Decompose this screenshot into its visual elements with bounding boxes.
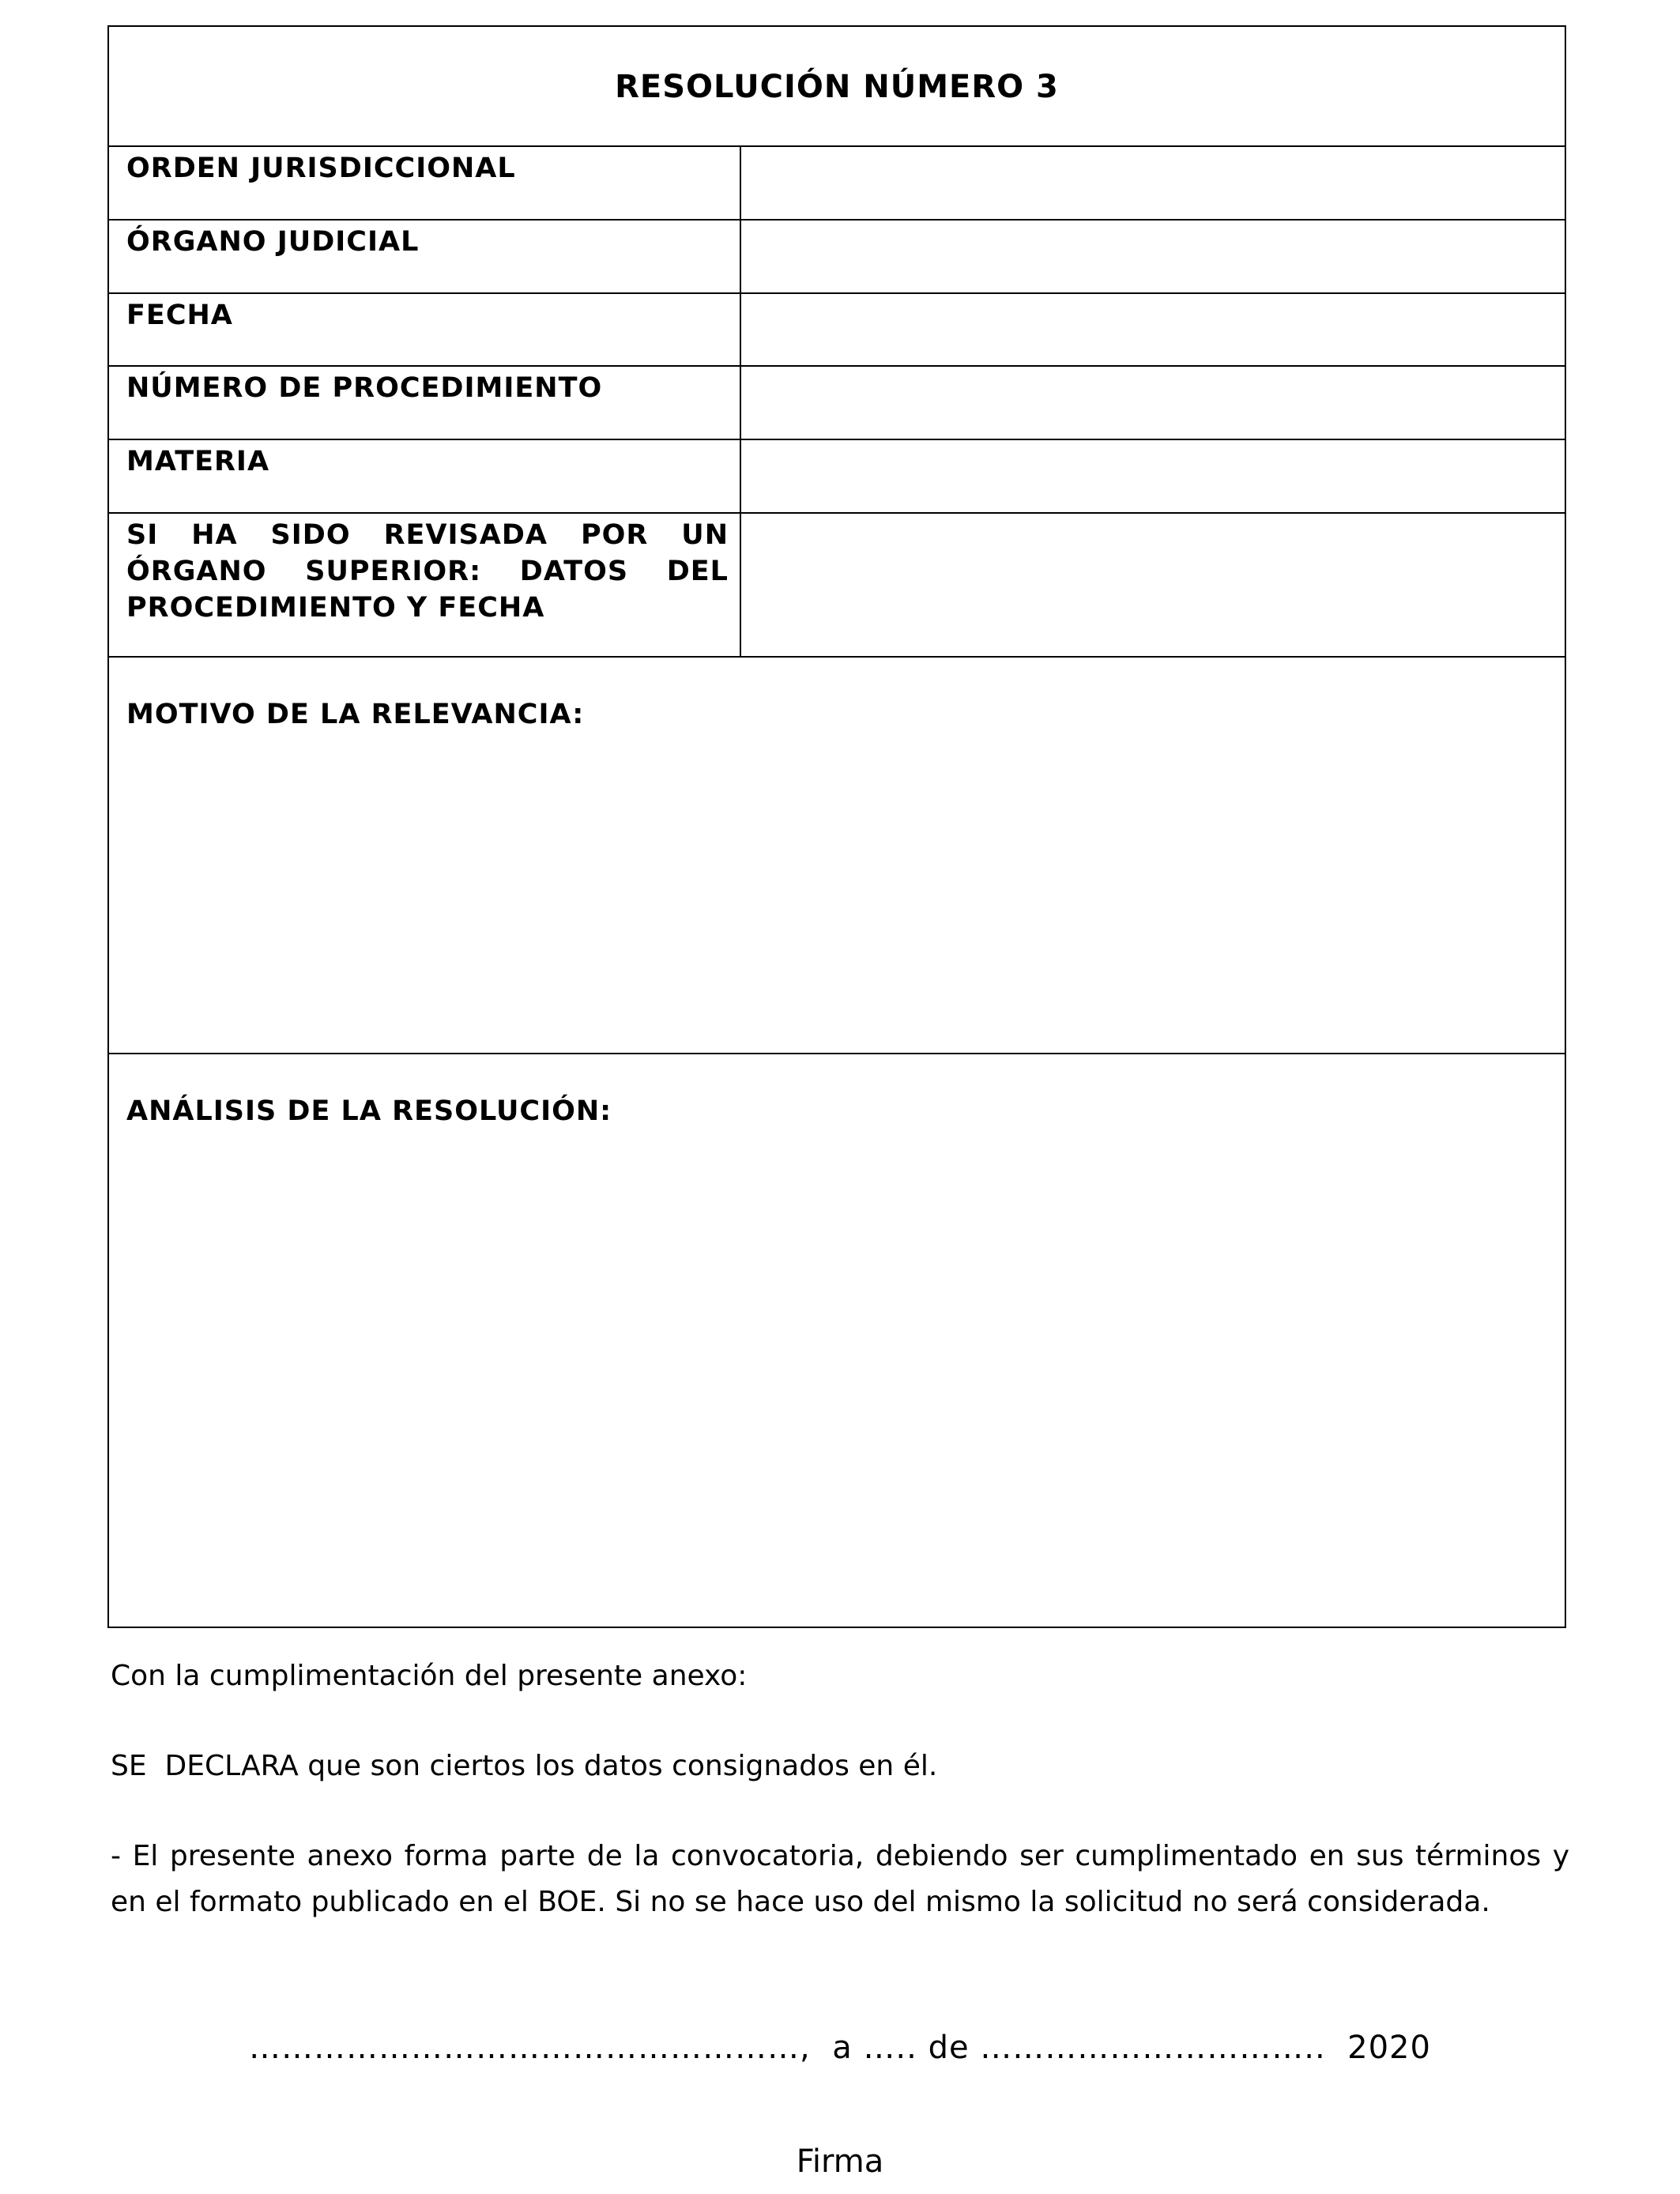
fecha-field[interactable]	[741, 294, 1565, 365]
motivo-relevancia-field[interactable]	[109, 738, 1565, 1051]
label-materia: MATERIA	[126, 446, 270, 477]
label-numero-procedimiento: NÚMERO DE PROCEDIMIENTO	[126, 372, 603, 404]
revision-organo-superior-field[interactable]	[741, 514, 1565, 656]
organo-judicial-field[interactable]	[741, 221, 1565, 292]
declaration-text: SE DECLARA que son ciertos los datos consignados en él.	[111, 1750, 938, 1782]
analisis-resolucion-label: ANÁLISIS DE LA RESOLUCIÓN:	[126, 1095, 612, 1127]
analisis-resolucion-field[interactable]	[109, 1135, 1565, 1625]
label-revision-organo-superior: SI HA SIDO REVISADA POR UN ÓRGANO SUPERIOR: DATOS DEL PROCEDIMIENTO Y FECHA	[126, 519, 729, 624]
note-paragraph: - El presente anexo forma parte de la convocatoria, debiendo ser cumplimentado en sus términos y en el formato publicado en el BOE. Si no se hace uso del mismo la solicitud no será considerada.	[111, 1840, 1569, 1918]
label-fecha: FECHA	[126, 300, 233, 331]
label-orden-jurisdiccional: ORDEN JURISDICCIONAL	[126, 153, 516, 184]
form-title: RESOLUCIÓN NÚMERO 3	[615, 69, 1059, 105]
numero-procedimiento-field[interactable]	[741, 367, 1565, 439]
place-date-line: ……………………………………………, a ….. de ………………………….. 2020	[249, 2030, 1431, 2066]
orden-jurisdiccional-field[interactable]	[741, 147, 1565, 219]
resolution-form	[107, 25, 1566, 1628]
signature-label: Firma	[796, 2143, 884, 2180]
divider	[109, 1053, 1565, 1054]
intro-text: Con la cumplimentación del presente anexo:	[111, 1660, 748, 1692]
label-organo-judicial: ÓRGANO JUDICIAL	[126, 226, 420, 258]
divider	[109, 656, 1565, 658]
materia-field[interactable]	[741, 440, 1565, 512]
motivo-relevancia-label: MOTIVO DE LA RELEVANCIA:	[126, 699, 585, 730]
